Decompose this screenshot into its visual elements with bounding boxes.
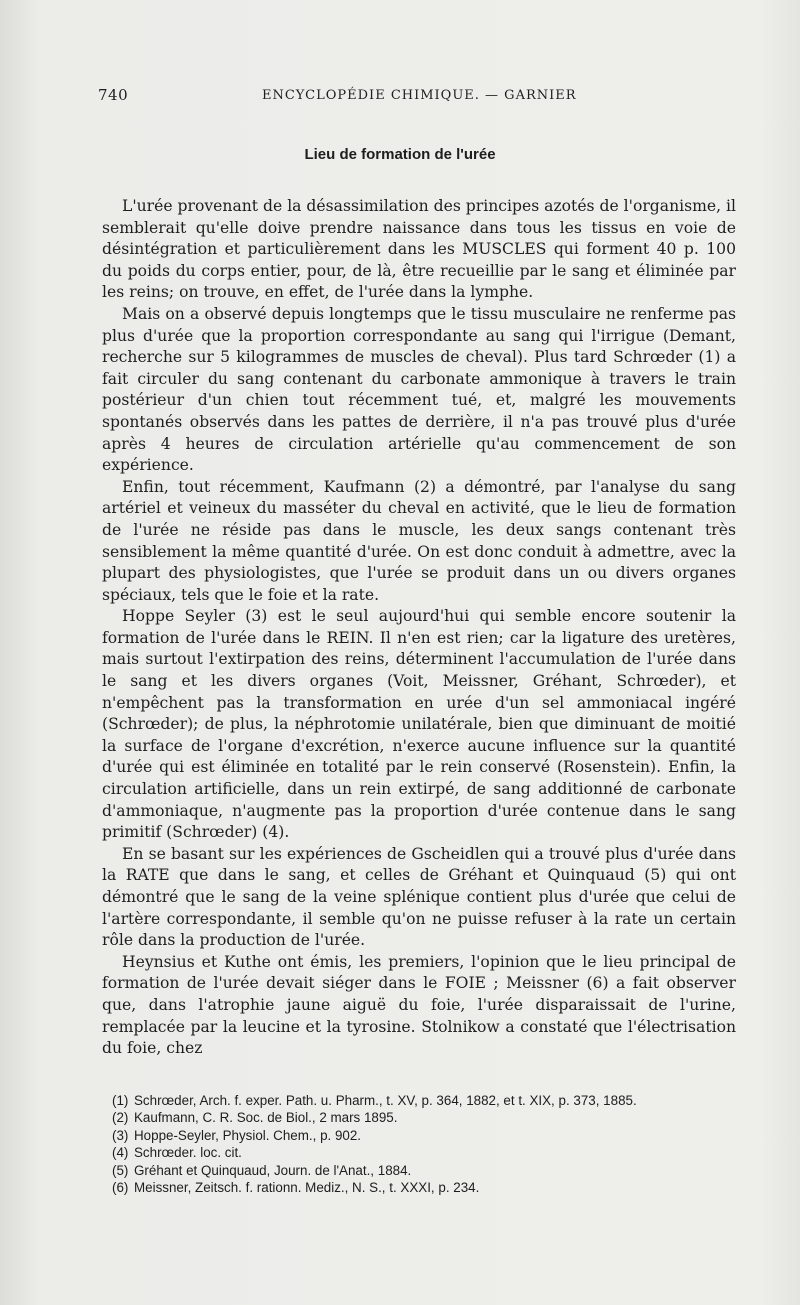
running-title: ENCYCLOPÉDIE CHIMIQUE. — GARNIER: [262, 88, 577, 103]
footnote: [112, 1144, 752, 1161]
page-number: 740: [98, 86, 129, 104]
footnote-number: (4): [112, 1145, 129, 1161]
body-text: [102, 196, 736, 1060]
footnote: [112, 1179, 752, 1196]
footnote-number: (2): [112, 1110, 129, 1126]
footnote-text: Kaufmann, C. R. Soc. de Biol., 2 mars 1895.: [134, 1110, 398, 1126]
footnote-text: Schrœder. loc. cit.: [134, 1145, 242, 1161]
footnote-text: Schrœder, Arch. f. exper. Path. u. Pharm., t. XV, p. 364, 1882, et t. XIX, p. 373, 1885.: [134, 1093, 637, 1108]
footnote-text: Hoppe-Seyler, Physiol. Chem., p. 902.: [134, 1127, 362, 1143]
footnotes: [112, 1092, 752, 1196]
footnote: [112, 1127, 752, 1144]
footnote-text: Meissner, Zeitsch. f. rationn. Mediz., N. S., t. XXXI, p. 234.: [134, 1180, 480, 1196]
paragraph: En se basant sur les expériences de Gscheidlen qui a trouvé plus d'urée dans la RATE que dans le sang, et celles de Gréhant et Quinquaud (5) qui ont démontré que le sang de la veine splénique contient plus d'urée que celui de l'artère correspondante, il semble qu'on ne puisse refuser à la rate un certain rôle dans la production de l'urée.: [102, 844, 736, 950]
footnote-number: (1): [112, 1093, 129, 1108]
footnote-number: (6): [112, 1180, 129, 1196]
footnote: [112, 1109, 752, 1126]
paragraph: Hoppe Seyler (3) est le seul aujourd'hui qui semble encore soutenir la formation de l'urée dans le REIN. Il n'en est rien; car la ligature des uretères, mais surtout l'extirpation des reins, déterminent l'accumulation de l'urée dans le sang et les divers organes (Voit, Meissner, Gréhant, Schrœder), et n'empêchent pas la transformation en urée d'un sel ammoniacal ingéré (Schrœder); de plus, la néphrotomie unilatérale, bien que diminuant de moitié la surface de l'organe d'excrétion, n'exerce aucune influence sur la quantité d'urée qui est éliminée en totalité par le rein conservé (Rosenstein). Enfin, la circulation artificielle, dans un rein extirpé, de sang additionné de carbonate d'ammoniaque, n'augmente pas la proportion d'urée contenue dans le sang primitif (Schrœder) (4).: [102, 607, 736, 842]
footnote: [112, 1162, 752, 1179]
section-title: Lieu de formation de l'urée: [304, 146, 496, 163]
footnote-text: Gréhant et Quinquaud, Journ. de l'Anat., 1884.: [134, 1162, 412, 1178]
footnote-number: (3): [112, 1127, 129, 1143]
footnote: [112, 1092, 752, 1109]
paragraph: Mais on a observé depuis longtemps que le tissu musculaire ne renferme pas plus d'urée que la proportion correspondante au sang qui l'irrigue (Demant, recherche sur 5 kilogrammes de muscles de cheval). Plus tard Schrœder (1) a fait circuler du sang contenant du carbonate ammonique à travers le train postérieur d'un chien tout récemment tué, et, malgré les mouvements spontanés observés dans les pattes de derrière, il n'a pas trouvé plus d'urée après 4 heures de circulation artérielle qu'au commencement de son expérience.: [102, 304, 736, 475]
page-header: [98, 86, 738, 110]
paragraph: Heynsius et Kuthe ont émis, les premiers, l'opinion que le lieu principal de formation de l'urée devait siéger dans le FOIE ; Meissner (6) a fait observer que, dans l'atrophie jaune aiguë du foie, l'urée disparaissait de l'urine, remplacée par la leucine et la tyrosine. Stolnikow a constaté que l'électrisation du foie, chez: [102, 952, 736, 1058]
paragraph: Enfin, tout récemment, Kaufmann (2) a démontré, par l'analyse du sang artériel et veineux du masséter du cheval en activité, que le lieu de formation de l'urée ne réside pas dans le muscle, les deux sangs contenant très sensiblement la même quantité d'urée. On est donc conduit à admettre, avec la plupart des physiologistes, que l'urée se produit dans un ou divers organes spéciaux, tels que le foie et la rate.: [102, 477, 736, 604]
footnote-number: (5): [112, 1162, 129, 1178]
paragraph: L'urée provenant de la désassimilation des principes azotés de l'organisme, il semblerait qu'elle doive prendre naissance dans tous les tissus en voie de désintégration et particulièrement dans les MUSCLES qui forment 40 p. 100 du poids du corps entier, pour, de là, être recueillie par le sang et éliminée par les reins; on trouve, en effet, de l'urée dans la lymphe.: [102, 197, 737, 302]
